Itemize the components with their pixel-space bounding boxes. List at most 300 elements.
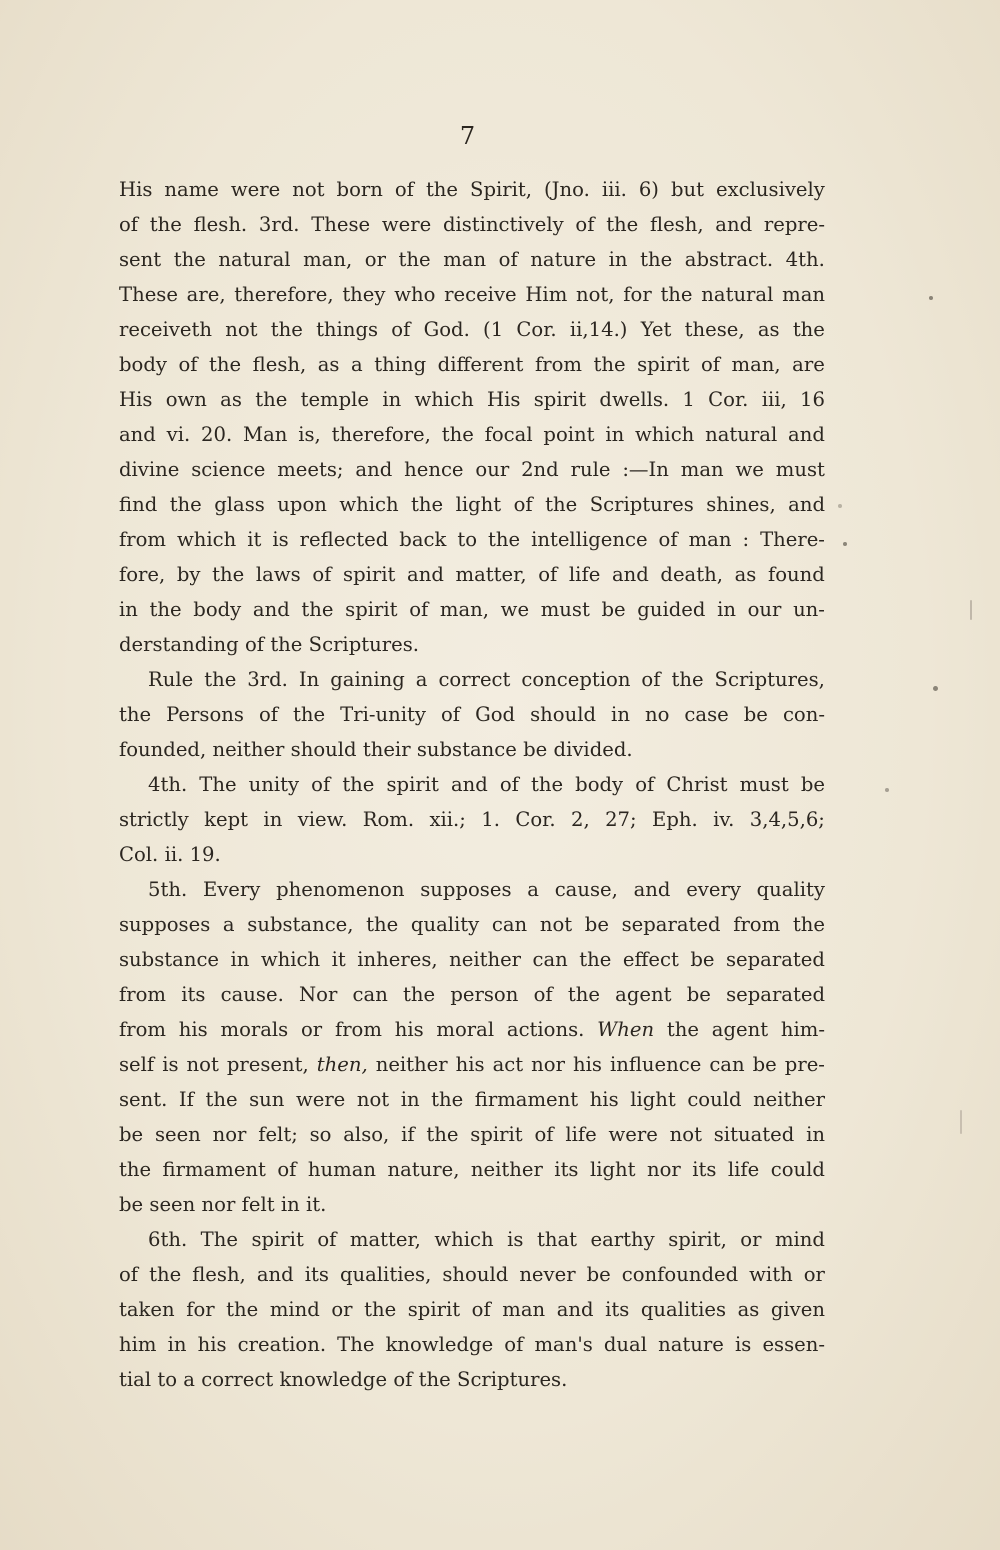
word: 4th. <box>785 248 825 271</box>
word: its <box>692 1158 717 1181</box>
word: the <box>366 913 399 936</box>
word: of <box>513 493 533 516</box>
word: light <box>630 1088 676 1111</box>
word: are <box>792 353 825 376</box>
text-line <box>119 1222 825 1257</box>
word: situated <box>713 1123 795 1146</box>
word: 1 <box>682 388 695 411</box>
word: can <box>709 1053 745 1076</box>
word: felt; <box>258 1123 298 1146</box>
word: and <box>355 458 393 481</box>
word: a <box>415 668 428 691</box>
word: a <box>527 878 539 901</box>
text-line <box>119 697 825 732</box>
word: never <box>519 1263 576 1286</box>
word: of <box>311 773 331 796</box>
word: supposes <box>420 878 512 901</box>
word: Him <box>525 283 568 306</box>
word: his <box>394 1018 424 1041</box>
word: the <box>209 353 242 376</box>
word: neither <box>449 948 522 971</box>
word: were <box>230 178 281 201</box>
word: view. <box>297 808 348 831</box>
text-line <box>119 312 825 347</box>
word: xii.; <box>429 808 466 831</box>
text-line <box>119 1152 825 1187</box>
word: ii,14.) <box>569 318 628 341</box>
word: of <box>119 1263 139 1286</box>
word: phenomenon <box>276 878 405 901</box>
word: Scriptures, <box>714 668 825 691</box>
word: not <box>225 318 258 341</box>
word: the <box>212 563 245 586</box>
word: Yet <box>640 318 672 341</box>
word: Rom. <box>362 808 415 831</box>
word: point <box>543 423 595 446</box>
word: the <box>418 1368 451 1391</box>
word: receiveth <box>119 318 212 341</box>
word: can <box>532 948 568 971</box>
word: flesh, <box>252 353 307 376</box>
word: conception <box>521 668 631 691</box>
word: so <box>309 1123 332 1146</box>
word: in <box>167 1333 187 1356</box>
word: 19. <box>189 843 221 866</box>
word: sent. <box>119 1088 168 1111</box>
text-line <box>119 242 825 277</box>
word: the <box>301 598 334 621</box>
word: which <box>434 1228 494 1251</box>
word: un- <box>793 598 825 621</box>
word: no <box>644 703 670 726</box>
word: be <box>690 948 715 971</box>
word: or <box>364 248 386 271</box>
word: man <box>443 248 487 271</box>
word: Cor. <box>516 318 557 341</box>
word: the <box>403 983 436 1006</box>
word: the <box>660 283 693 306</box>
word: 2nd <box>521 458 559 481</box>
text-line <box>119 1187 825 1222</box>
word: con- <box>782 703 825 726</box>
word: neither <box>470 1158 543 1181</box>
word: fore, <box>119 563 166 586</box>
word: Cor. <box>708 388 749 411</box>
word: Persons <box>166 703 244 726</box>
word: is <box>272 528 289 551</box>
word: agent <box>711 1018 769 1041</box>
word: or <box>803 1263 825 1286</box>
word: neither <box>375 1053 448 1076</box>
word: supposes <box>119 913 211 936</box>
word: nature <box>658 1333 724 1356</box>
word: Man <box>243 423 288 446</box>
word: 4th. <box>148 773 188 796</box>
word: from <box>119 983 166 1006</box>
text-line <box>119 522 825 557</box>
word: be <box>119 1193 144 1216</box>
word: upon <box>277 493 327 516</box>
word: Nor <box>299 983 338 1006</box>
word: be <box>686 983 711 1006</box>
word: focal <box>484 423 533 446</box>
word: 6th. <box>148 1228 188 1251</box>
word: name <box>164 178 219 201</box>
word: the <box>411 493 444 516</box>
word: by <box>176 563 201 586</box>
text-line <box>119 907 825 942</box>
word: taken <box>119 1298 175 1321</box>
word: inheres, <box>357 948 438 971</box>
word: must <box>739 773 789 796</box>
word: in <box>119 598 138 621</box>
word: act <box>492 1053 524 1076</box>
word: its <box>554 1158 579 1181</box>
text-line <box>119 1257 825 1292</box>
word: and <box>611 563 649 586</box>
word: spirit <box>470 1123 523 1146</box>
word: given <box>770 1298 825 1321</box>
word: natural <box>701 283 774 306</box>
word: substance, <box>247 913 354 936</box>
word: spirit <box>251 1228 304 1251</box>
text-line <box>119 417 825 452</box>
word: of <box>394 178 414 201</box>
word: seen <box>154 1123 201 1146</box>
word: separated <box>725 948 825 971</box>
word: his <box>178 1018 208 1041</box>
word: or <box>331 1298 353 1321</box>
word: a <box>222 913 235 936</box>
word: his <box>455 1053 485 1076</box>
word: who <box>394 283 436 306</box>
word: glass <box>214 493 265 516</box>
word: and <box>256 1263 294 1286</box>
word: it <box>331 948 346 971</box>
word: that <box>536 1228 578 1251</box>
word: nor <box>212 1123 247 1146</box>
word: of <box>533 983 553 1006</box>
text-line <box>119 347 825 382</box>
word: own <box>165 388 207 411</box>
word: him <box>119 1333 157 1356</box>
word: then, <box>316 1053 368 1076</box>
word: :—In <box>622 458 669 481</box>
text-line <box>119 1047 825 1082</box>
word: reflected <box>299 528 389 551</box>
word: cause. <box>220 983 284 1006</box>
word: different <box>437 353 524 376</box>
word: flesh, <box>650 213 704 236</box>
word: founded, <box>119 738 207 761</box>
word: not <box>292 178 325 201</box>
word: of <box>391 318 411 341</box>
word: Cor. <box>515 808 556 831</box>
text-line <box>119 837 825 872</box>
word: distinctively <box>442 213 564 236</box>
word: vi. <box>166 423 191 446</box>
word: the <box>792 913 825 936</box>
word: Scriptures. <box>308 633 419 656</box>
ink-speck <box>960 1110 962 1134</box>
text-line <box>119 872 825 907</box>
word: in <box>717 598 736 621</box>
word: and <box>252 598 290 621</box>
text-line <box>119 277 825 312</box>
word: from <box>119 528 166 551</box>
word: our <box>475 458 510 481</box>
word: natural <box>218 248 291 271</box>
word: also, <box>343 1123 390 1146</box>
word: not <box>356 1088 390 1111</box>
word: the <box>666 1018 699 1041</box>
word: The <box>199 773 237 796</box>
word: case <box>684 703 729 726</box>
word: Scriptures <box>589 493 694 516</box>
word: be <box>601 598 626 621</box>
word: in <box>608 248 628 271</box>
word: the <box>545 493 578 516</box>
word: every <box>686 878 741 901</box>
word: abstract. <box>684 248 774 271</box>
ink-speck <box>929 296 933 300</box>
word: or <box>740 1228 762 1251</box>
word: unity <box>248 773 300 796</box>
word: is, <box>298 423 321 446</box>
paragraph <box>119 662 825 767</box>
word: body <box>575 773 624 796</box>
word: its <box>304 1263 329 1286</box>
word: its <box>181 983 206 1006</box>
word: the <box>431 1088 464 1111</box>
word: rule <box>570 458 611 481</box>
word: The <box>200 1228 238 1251</box>
word: 20. <box>201 423 233 446</box>
word: iii, <box>761 388 787 411</box>
word: the <box>119 703 152 726</box>
word: therefore, <box>331 423 431 446</box>
word: which <box>260 948 321 971</box>
word: the <box>579 948 612 971</box>
word: be <box>743 703 768 726</box>
word: substance <box>119 948 220 971</box>
word: the <box>671 668 704 691</box>
word: divine <box>119 458 180 481</box>
word: are, <box>186 283 226 306</box>
word: from <box>534 353 582 376</box>
word: body <box>119 353 167 376</box>
word: spirit <box>533 388 587 411</box>
text-line <box>119 592 825 627</box>
word: of <box>258 703 279 726</box>
word: felt <box>241 1193 275 1216</box>
word: If <box>178 1088 194 1111</box>
word: his <box>572 1053 602 1076</box>
body-text <box>119 172 825 1397</box>
paragraph <box>119 172 825 662</box>
word: in <box>400 1088 420 1111</box>
word: present, <box>226 1053 309 1076</box>
text-line <box>119 1327 825 1362</box>
word: the <box>270 633 303 656</box>
word: the <box>226 1298 259 1321</box>
word: the <box>293 703 326 726</box>
word: firmament <box>474 1088 579 1111</box>
word: iv. <box>713 808 735 831</box>
word: guided <box>637 598 706 621</box>
word: spirit <box>343 563 396 586</box>
word: (1 <box>483 318 504 341</box>
word: intelligence <box>531 528 648 551</box>
word: of <box>277 1158 297 1181</box>
word: of <box>409 598 429 621</box>
word: the <box>205 1088 238 1111</box>
word: as <box>734 563 757 586</box>
word: back <box>399 528 447 551</box>
word: the <box>792 318 825 341</box>
word: of <box>538 563 558 586</box>
word: essen- <box>762 1333 825 1356</box>
word: firmament <box>162 1158 266 1181</box>
word: knowledge <box>385 1333 494 1356</box>
word: God <box>475 703 516 726</box>
ink-speck <box>970 600 972 620</box>
word: man <box>688 528 732 551</box>
word: morals <box>220 1018 289 1041</box>
word: confounded <box>621 1263 739 1286</box>
word: death, <box>660 563 723 586</box>
word: find <box>119 493 158 516</box>
text-line <box>119 1117 825 1152</box>
word: should <box>442 1263 509 1286</box>
word: dual <box>603 1333 648 1356</box>
word: of <box>534 1123 554 1146</box>
word: and <box>788 493 825 516</box>
word: in <box>263 808 283 831</box>
paragraph <box>119 767 825 872</box>
word: for <box>623 283 652 306</box>
word: light <box>455 493 502 516</box>
paragraph <box>119 872 825 1222</box>
word: cause, <box>554 878 618 901</box>
word: neither <box>212 738 285 761</box>
word: of <box>440 703 461 726</box>
word: dwells. <box>599 388 670 411</box>
word: Eph. <box>652 808 698 831</box>
word: separated <box>621 913 721 936</box>
word: pre- <box>784 1053 825 1076</box>
word: laws <box>255 563 301 586</box>
word: to <box>457 528 478 551</box>
word: sent <box>119 248 162 271</box>
text-line <box>119 1362 825 1397</box>
word: 3rd. <box>247 668 288 691</box>
word: of <box>312 563 332 586</box>
text-line <box>119 382 825 417</box>
word: matter, <box>349 1228 421 1251</box>
word: His <box>119 388 153 411</box>
word: our <box>747 598 782 621</box>
word: and <box>556 1298 594 1321</box>
word: the <box>342 773 375 796</box>
word: of <box>635 773 655 796</box>
word: be <box>800 773 825 796</box>
word: nor <box>531 1053 565 1076</box>
word: The <box>337 1333 375 1356</box>
word: found <box>768 563 825 586</box>
word: were <box>381 213 432 236</box>
word: iii. <box>601 178 627 201</box>
text-line <box>119 942 825 977</box>
word: man, <box>731 353 781 376</box>
ink-speck <box>838 504 842 508</box>
word: 27; <box>605 808 637 831</box>
word: as <box>220 388 242 411</box>
word: life <box>568 563 601 586</box>
word: the <box>119 1158 152 1181</box>
word: In <box>298 668 320 691</box>
word: substance <box>416 738 517 761</box>
word: the <box>255 388 288 411</box>
word: mind <box>269 1298 320 1321</box>
word: neither <box>753 1088 825 1111</box>
word: be <box>586 1263 611 1286</box>
word: in <box>611 703 630 726</box>
word: the <box>270 318 303 341</box>
word: nor <box>646 1158 681 1181</box>
word: flesh, <box>192 1263 246 1286</box>
word: life <box>565 1123 597 1146</box>
text-line <box>119 1012 825 1047</box>
word: from <box>119 1018 166 1041</box>
word: 5th. <box>148 878 188 901</box>
word: spirit <box>345 598 398 621</box>
word: the <box>149 598 182 621</box>
word: kept <box>204 808 249 831</box>
word: human <box>307 1158 377 1181</box>
word: from <box>733 913 781 936</box>
word: is <box>735 1333 752 1356</box>
word: of <box>504 1333 524 1356</box>
word: from <box>334 1018 382 1041</box>
word: (Jno. <box>544 178 590 201</box>
word: to <box>157 1368 178 1391</box>
word: quality <box>756 878 825 901</box>
word: man <box>680 458 724 481</box>
word: which <box>414 388 474 411</box>
word: but <box>670 178 705 201</box>
word: we <box>500 598 530 621</box>
word: and <box>450 773 488 796</box>
word: of <box>119 213 139 236</box>
word: for <box>186 1298 215 1321</box>
word: therefore, <box>234 283 334 306</box>
word: self <box>119 1053 155 1076</box>
word: separated <box>726 983 825 1006</box>
word: Spirit, <box>470 178 532 201</box>
word: moral <box>436 1018 495 1041</box>
word: 1. <box>481 808 500 831</box>
word: His <box>119 178 153 201</box>
word: which <box>176 528 237 551</box>
word: him- <box>780 1018 825 1041</box>
ink-speck <box>933 686 938 691</box>
word: These <box>311 213 371 236</box>
word: of <box>244 633 265 656</box>
word: the <box>149 213 182 236</box>
word: in <box>605 423 625 446</box>
word: it. <box>306 1193 327 1216</box>
